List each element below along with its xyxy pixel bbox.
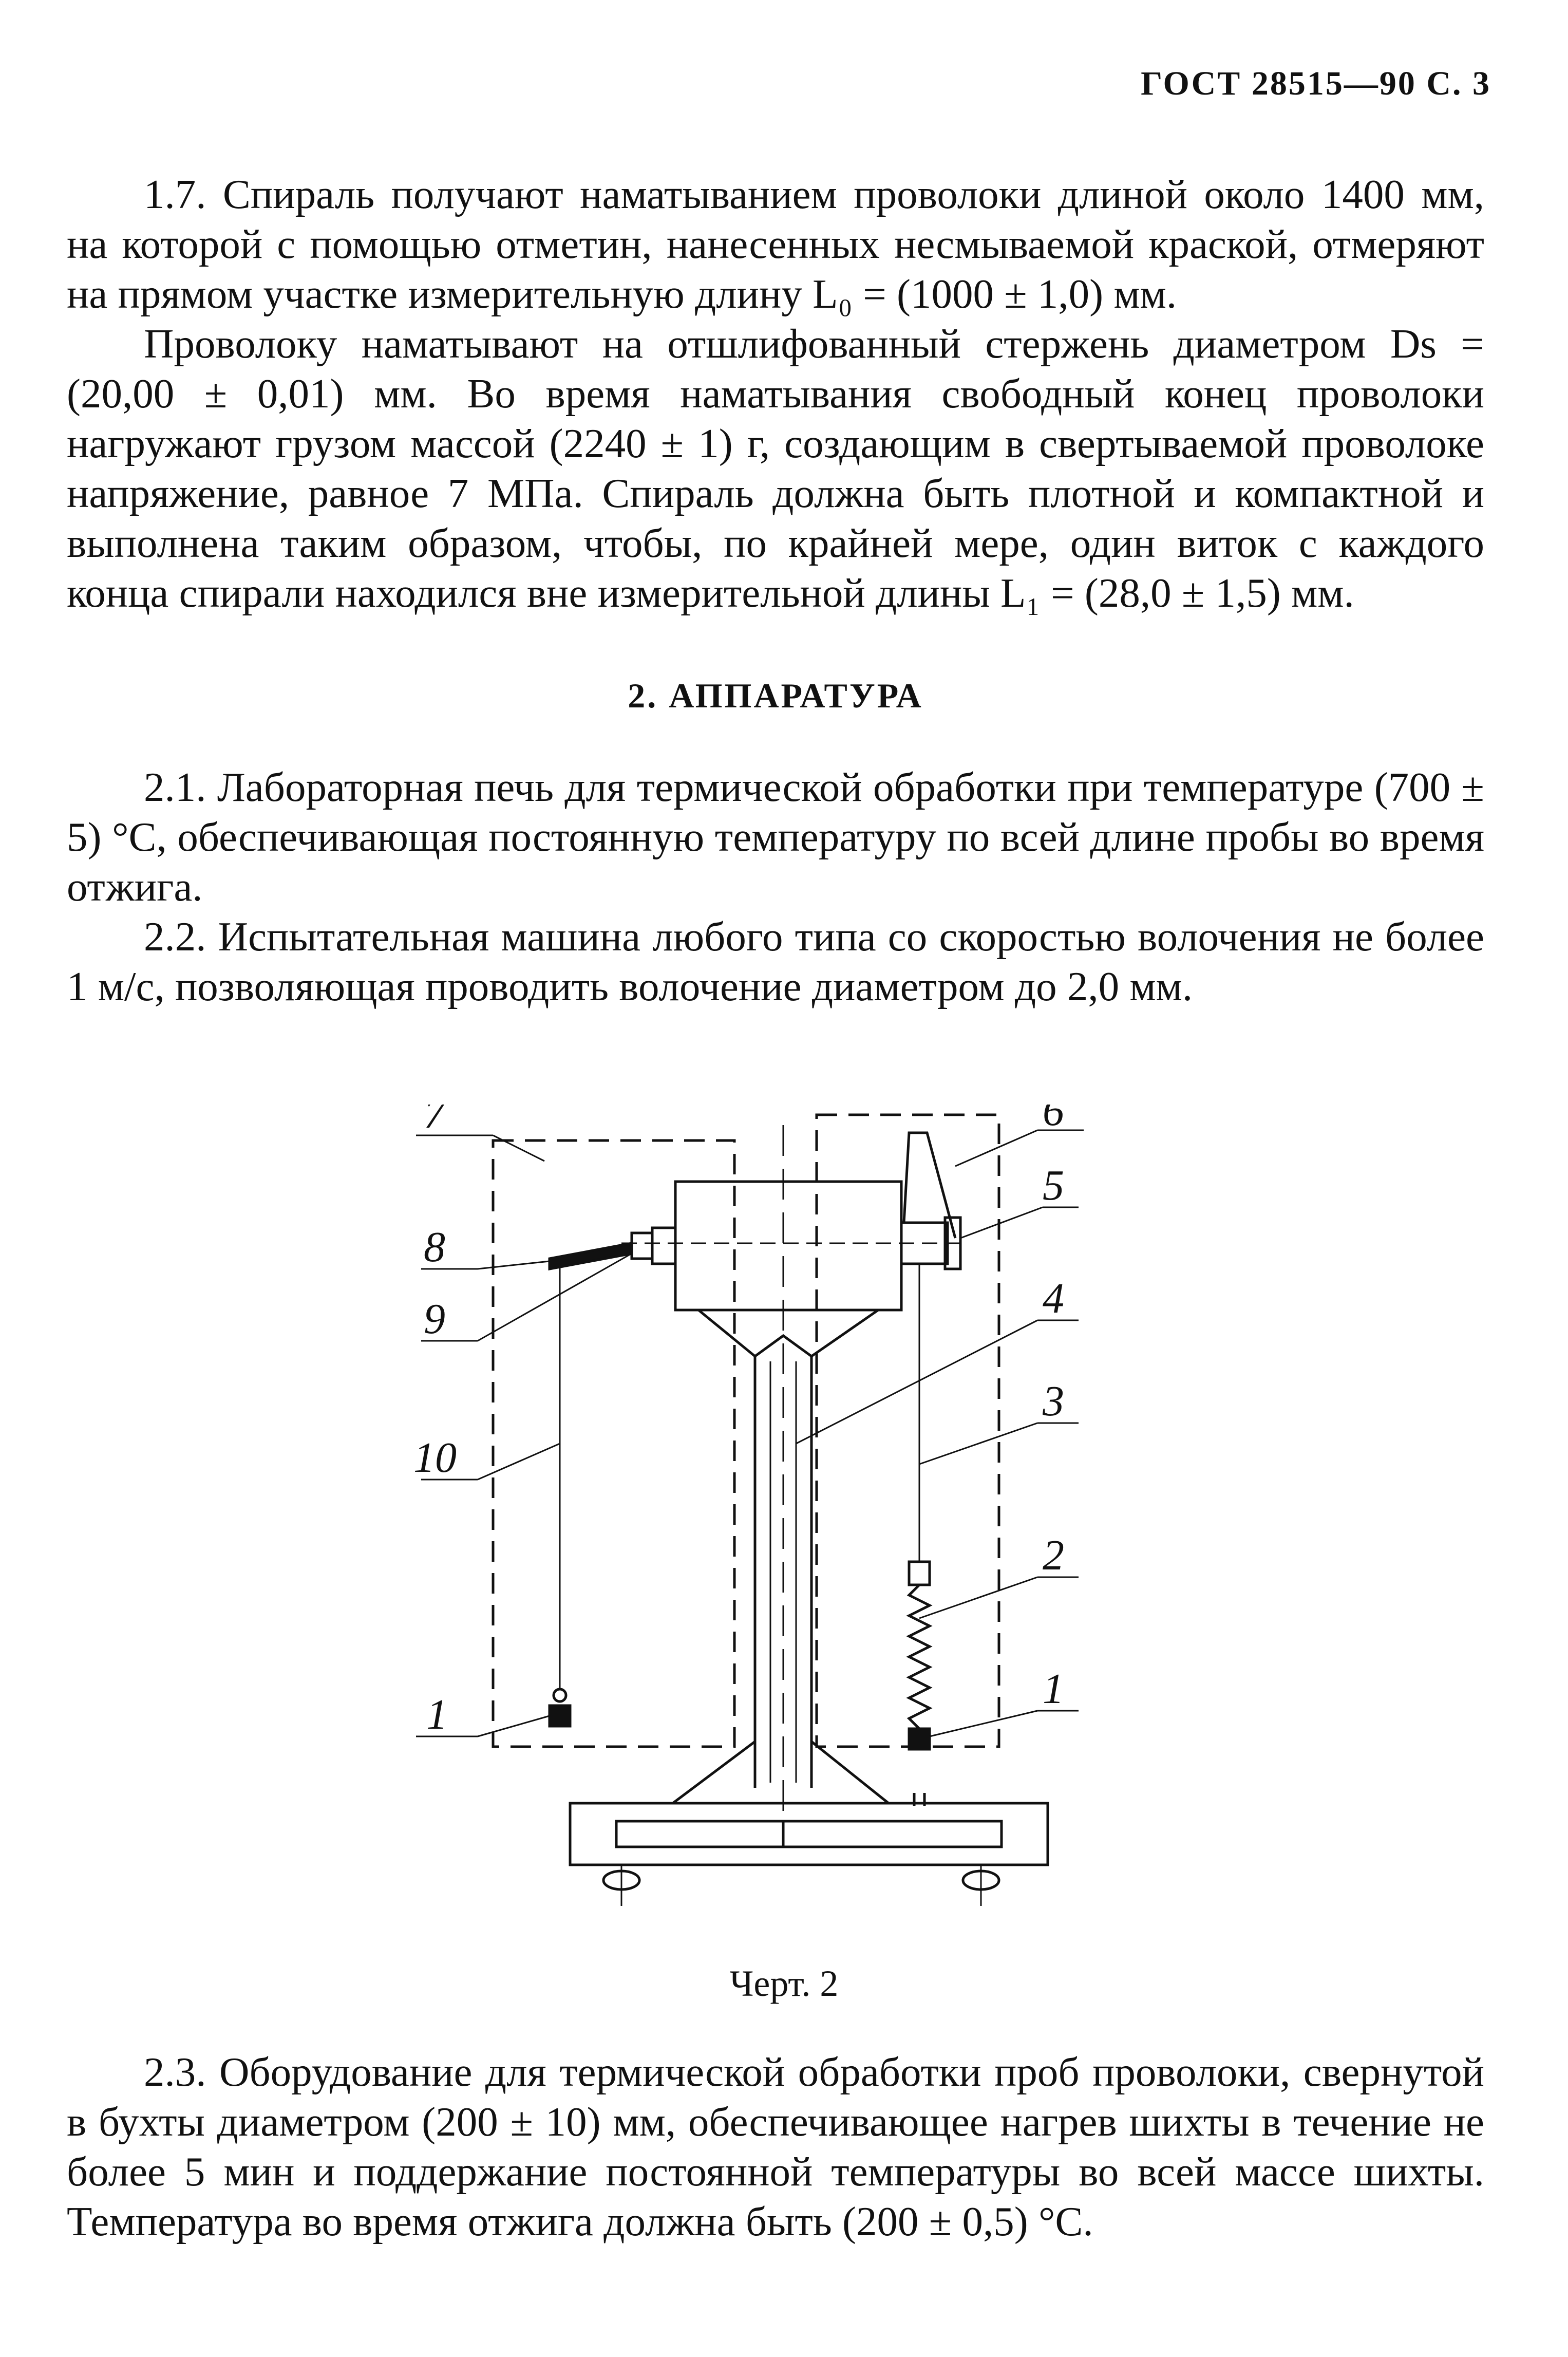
label-9: 9 [424, 1295, 445, 1343]
label-3: 3 [1043, 1377, 1064, 1425]
label-5: 5 [1043, 1162, 1064, 1209]
left-enclosure [493, 1140, 734, 1747]
apparatus-drawing [375, 1105, 1094, 1906]
paragraph-1-7-cont: Проволоку наматывают на отшлифованный стержень диаметром Ds = (20,00 ± 0,01) мм. Во время наматывания свободный конец проволоки нагружают грузом массой (2240 ± 1) г, создающим в свертываемой проволоке напряжение, равное 7 МПа. Спираль должна быть плотной и компактной и выполнена таким образом, чтобы, по крайней мере, один виток с каждого конца спирали находился вне измерительной длины L₁ = (28,0 ± 1,5) мм. [67, 321, 1484, 616]
paragraph-2-3: 2.3. Оборудование для термической обработки проб проволоки, свернутой в бухты диаметром (200 ± 10) мм, обеспечивающее нагрев шихты в течение не более 5 мин и поддержание постоянной температуры во всей массе шихты. Температура во время отжига должна быть (200 ± 0,5) °С. [67, 2049, 1484, 2244]
label-10: 10 [413, 1434, 457, 1482]
label-1-right: 1 [1043, 1665, 1064, 1713]
paragraph-1-7: 1.7. Спираль получают наматыванием проволоки длиной около 1400 мм, на которой с помощью отметин, нанесенных несмываемой краской, отмеряют на прямом участке измерительную длину L₀ = (1000 ± 1,0) мм. [67, 171, 1484, 317]
figure-caption: Черт. 2 [729, 1963, 839, 2004]
label-2: 2 [1043, 1531, 1064, 1579]
section-title: 2. АППАРАТУРА [628, 676, 923, 715]
paragraph-2-1: 2.1. Лабораторная печь для термической обработки при температуре (700 ± 5) °С, обеспечивающая постоянную температуру по всей длине пробы во время отжига. [67, 764, 1484, 910]
label-8: 8 [424, 1223, 445, 1271]
label-6: 6 [1043, 1105, 1064, 1135]
label-1-left: 1 [426, 1691, 448, 1738]
label-7: 7 [424, 1105, 445, 1137]
label-4: 4 [1043, 1275, 1064, 1322]
right-enclosure [817, 1115, 999, 1747]
bottom-text-block [67, 2047, 1484, 2247]
furnace-block [675, 1182, 901, 1310]
column-right [811, 1310, 878, 1788]
top-text-block [67, 170, 1484, 1012]
page-header: ГОСТ 28515—90 С. 3 [1141, 65, 1491, 102]
paragraph-2-2: 2.2. Испытательная машина любого типа со скоростью волочения не более 1 м/с, позволяющая проводить волочение диаметром до 2,0 мм. [67, 913, 1484, 1009]
column-left [698, 1310, 755, 1788]
base-platform [570, 1803, 1048, 1865]
apparatus-svg [375, 1105, 1094, 1906]
